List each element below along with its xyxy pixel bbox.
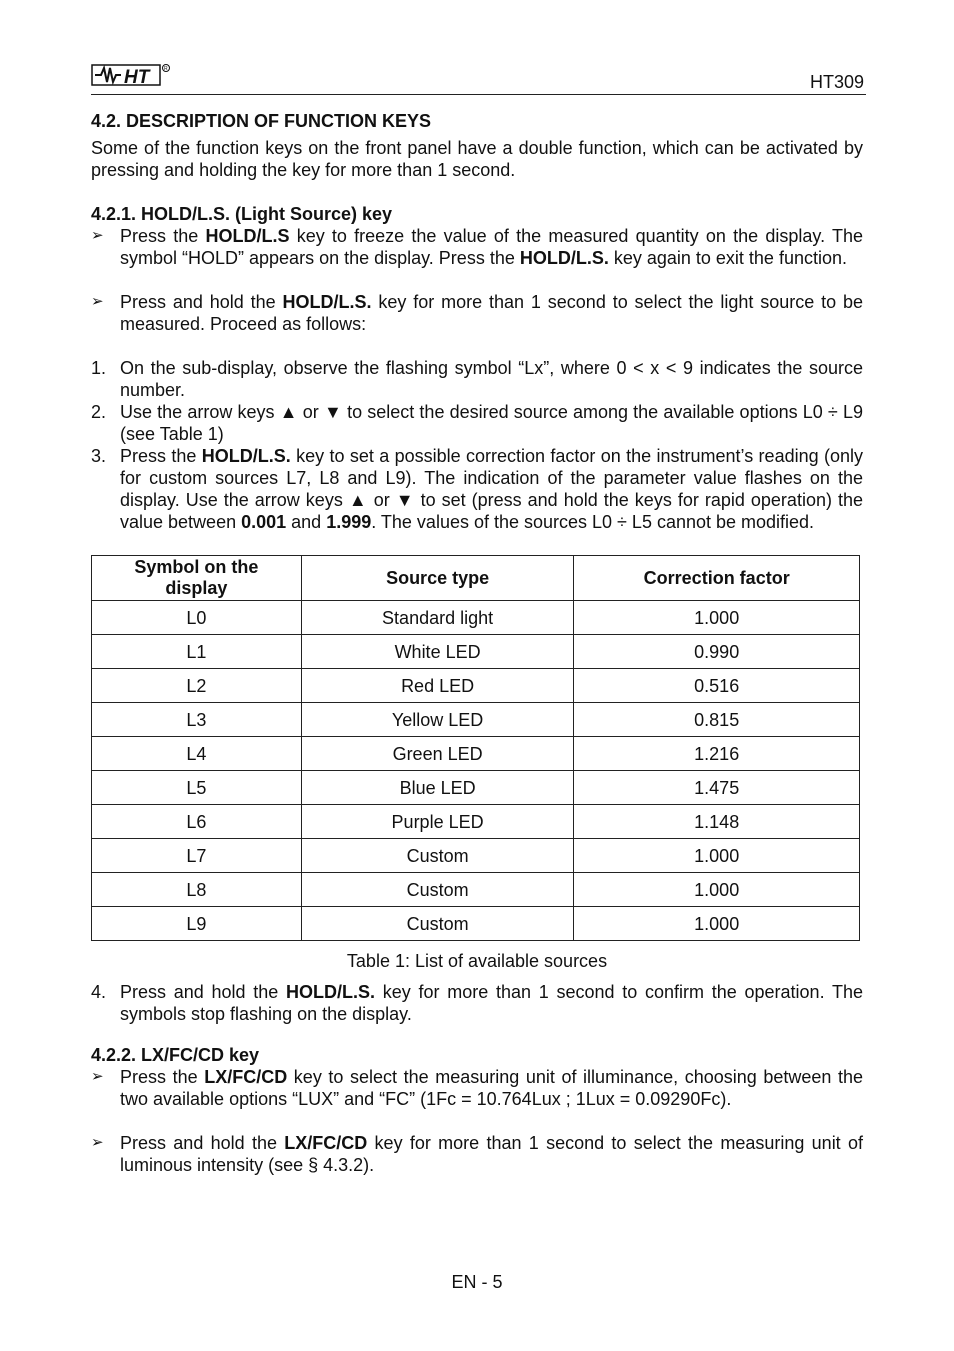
table-row: [92, 669, 860, 703]
page-number: EN - 5: [451, 1272, 503, 1292]
step-4: 4. Press and hold the HOLD/L.S. key for more than 1 second to confirm the operation. The symbols stop flashing on the display.: [91, 982, 863, 1024]
bullet-arrow-icon: ➢: [91, 227, 104, 244]
table-row: [92, 703, 860, 737]
cell-correction-factor: 0.990: [574, 635, 860, 669]
bullet-arrow-icon: ➢: [91, 1068, 104, 1085]
bullet-lxfccd-illuminance: ➢ Press the LX/FC/CD key to select the measuring unit of illuminance, choosing between the two available options “LUX” and “FC” (1Fc = 10.764Lux ; 1Lux = 0.09290Fc).: [91, 1067, 863, 1109]
table-row: [92, 601, 860, 635]
cell-correction-factor: 0.516: [574, 669, 860, 703]
model-name: HT309: [809, 72, 864, 92]
cell-correction-factor: 1.475: [574, 771, 860, 805]
cell-correction-factor: 1.000: [574, 601, 860, 635]
key-label: HOLD/L.S.: [201, 446, 291, 466]
cell-source-type: Purple LED: [301, 805, 574, 839]
cell-correction-factor: 1.000: [574, 907, 860, 941]
subsection-title-lxfccd: 4.2.2. LX/FC/CD key: [91, 1045, 260, 1065]
key-label: HOLD/L.S.: [282, 292, 372, 312]
section-title: 4.2. DESCRIPTION OF FUNCTION KEYS: [91, 111, 432, 131]
cell-symbol: L1: [92, 635, 302, 669]
svg-text:R: R: [164, 66, 168, 72]
table-row: [92, 771, 860, 805]
key-label: HOLD/L.S.: [286, 982, 376, 1002]
bullet-arrow-icon: ➢: [91, 1134, 104, 1151]
ht-logo-icon: [91, 62, 171, 88]
cell-source-type: Custom: [301, 839, 574, 873]
table-row: [92, 805, 860, 839]
table-caption: Table 1: List of available sources: [346, 951, 608, 971]
table-row: [92, 873, 860, 907]
key-label: HOLD/L.S.: [519, 248, 609, 268]
page-content: [91, 110, 863, 1176]
cell-symbol: L2: [92, 669, 302, 703]
bullet-lxfccd-intensity: ➢ Press and hold the LX/FC/CD key for more than 1 second to select the measuring unit of luminous intensity (see § 4.3.2).: [91, 1133, 863, 1175]
key-label: LX/FC/CD: [284, 1133, 368, 1153]
table-row: [92, 907, 860, 941]
cell-symbol: L6: [92, 805, 302, 839]
key-label: HOLD/L.S: [205, 226, 290, 246]
cell-correction-factor: 1.000: [574, 839, 860, 873]
value-min: 0.001: [241, 512, 287, 532]
col-header-correction-factor: Correction factor: [574, 556, 860, 601]
cell-correction-factor: 1.148: [574, 805, 860, 839]
cell-correction-factor: 0.815: [574, 703, 860, 737]
cell-source-type: Custom: [301, 907, 574, 941]
bullet-arrow-icon: ➢: [91, 293, 104, 310]
page-header: [91, 58, 866, 95]
cell-source-type: Standard light: [301, 601, 574, 635]
cell-source-type: Red LED: [301, 669, 574, 703]
cell-source-type: White LED: [301, 635, 574, 669]
value-max: 1.999: [326, 512, 372, 532]
table-row: [92, 635, 860, 669]
cell-correction-factor: 1.000: [574, 873, 860, 907]
bullet-hold-source: ➢ Press and hold the HOLD/L.S. key for more than 1 second to select the light source to be measured. Proceed as follows:: [91, 292, 863, 334]
cell-source-type: Yellow LED: [301, 703, 574, 737]
step-3: 3. Press the HOLD/L.S. key to set a possible correction factor on the instrument’s reading (only for custom sources L7, L8 and L9). The indication of the parameter value flashes on the display. Use the arrow keys ▲ or ▼ to set (press and hold the keys for rapid operation) the value between 0.001 and 1.999. The values of the sources L0 ÷ L5 cannot be modified.: [91, 446, 863, 532]
cell-symbol: L4: [92, 737, 302, 771]
col-header-symbol: Symbol on the display: [92, 556, 302, 601]
cell-source-type: Blue LED: [301, 771, 574, 805]
subsection-title-hold: 4.2.1. HOLD/L.S. (Light Source) key: [91, 204, 393, 224]
col-header-source-type: Source type: [301, 556, 574, 601]
cell-symbol: L9: [92, 907, 302, 941]
key-label: LX/FC/CD: [204, 1067, 288, 1087]
svg-text:HT: HT: [124, 67, 150, 88]
sources-table: [91, 555, 860, 941]
cell-source-type: Custom: [301, 873, 574, 907]
cell-correction-factor: 1.216: [574, 737, 860, 771]
table-row: [92, 839, 860, 873]
cell-symbol: L7: [92, 839, 302, 873]
cell-symbol: L5: [92, 771, 302, 805]
section-intro: Some of the function keys on the front panel have a double function, which can be activated by pressing and holding the key for more than 1 second.: [91, 138, 863, 180]
cell-source-type: Green LED: [301, 737, 574, 771]
step-1: 1. On the sub-display, observe the flashing symbol “Lx”, where 0 < x < 9 indicates the source number.: [91, 358, 863, 400]
bullet-hold-freeze: ➢ Press the HOLD/L.S key to freeze the value of the measured quantity on the display. The symbol “HOLD” appears on the display. Press the HOLD/L.S. key again to exit the function.: [91, 226, 863, 268]
step-2: 2. Use the arrow keys ▲ or ▼ to select the desired source among the available options L0 ÷ L9 (see Table 1): [91, 402, 863, 444]
cell-symbol: L3: [92, 703, 302, 737]
cell-symbol: L0: [92, 601, 302, 635]
table-row: [92, 737, 860, 771]
cell-symbol: L8: [92, 873, 302, 907]
table-header-row: [92, 556, 860, 601]
